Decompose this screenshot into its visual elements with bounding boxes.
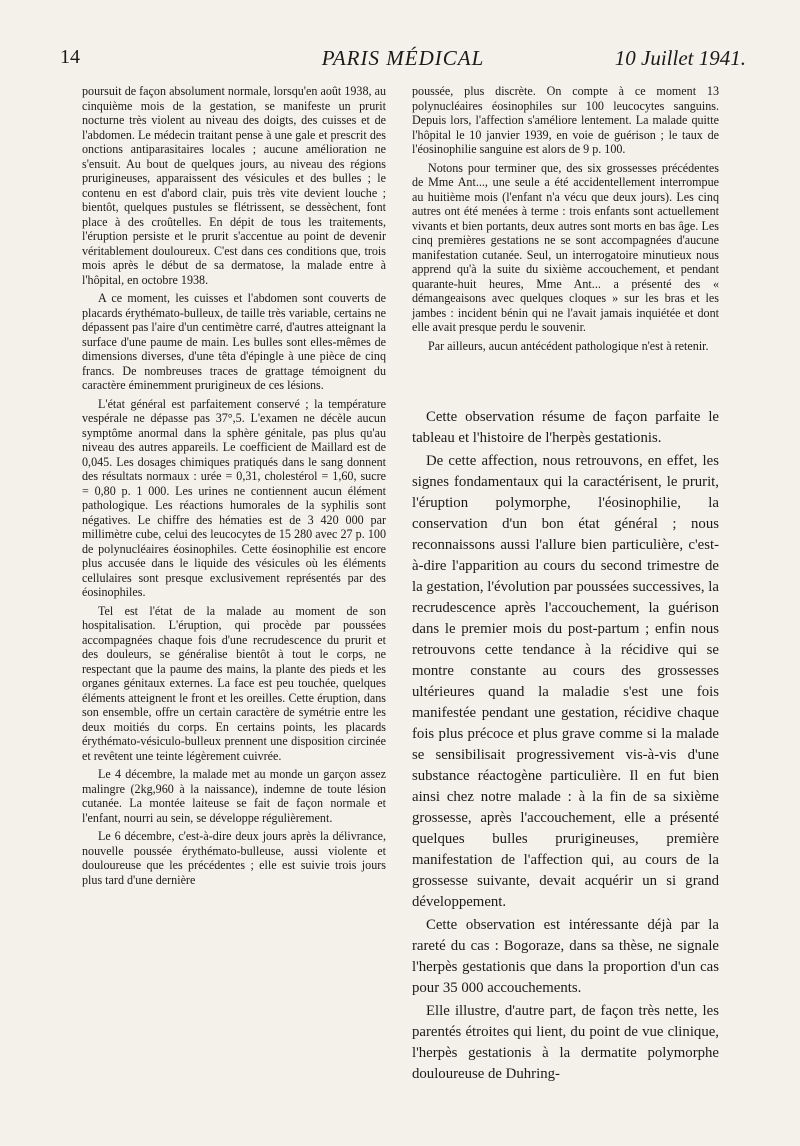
- journal-title: PARIS MÉDICAL: [321, 46, 485, 70]
- right-column-small-text: [412, 84, 719, 353]
- page-number: 14: [60, 46, 80, 68]
- paragraph: poussée, plus discrète. On compte à ce moment 13 polynucléaires éosinophiles sur 100 leucocytes sanguins. Depuis lors, l'affection s'améliore lentement. La malade quitte l'hôpital le 10 janvier 1939, en voie de guérison ; le taux de l'éosinophilie sanguine est alors de 9 p. 100.: [412, 84, 719, 156]
- paragraph: A ce moment, les cuisses et l'abdomen sont couverts de placards érythémato-bulleux, de taille très variable, certains ne dépassent pas l'aire d'un centimètre carré, d'autres atteignant la surface d'une paume de main. Les bulles sont elles-mêmes de dimensions diverses, d'une têta d'épingle à une pièce de cinq francs. De nombreuses traces de grattage témoignent du caractère éminemment prurigineux de ces lésions.: [82, 291, 386, 392]
- issue-date: 10 Juillet 1941.: [614, 46, 746, 70]
- paragraph: Cette observation résume de façon parfaite le tableau et l'histoire de l'herpès gestationis.: [412, 409, 719, 446]
- paragraph: De cette affection, nous retrouvons, en effet, les signes fondamentaux qui la caractérisent, le prurit, l'éruption polymorphe, l'éosinophilie, la conservation d'un bon état général ; nous reconnaissons aussi l'allure bien particulière, c'est-à-dire l'apparition au cours du second trimestre de la gestation, l'évolution par poussées successives, la recrudescence après l'accouchement, la guérison dans le premier mois du post-partum ; enfin nous retrouvons cette tendance à la récidive qui se montre constante au cours des grossesses ultérieures quand la maladie s'est une fois manifestée pendant une gestation, récidive chaque fois plus précoce et plus grave comme si la malade se sensibilisait progressivement vis-à-vis d'une substance réactogène particulière. Il en fut bien ainsi chez notre malade : à la fin de sa sixième grossesse, après l'accouchement, elle a présenté quelques bulles prurigineuses, première manifestation de l'affection qui, au cours de la grossesse suivante, devait acquérir un si grand développement.: [412, 453, 719, 910]
- paragraph: Elle illustre, d'autre part, de façon très nette, les parentés étroites qui lient, du point de vue clinique, l'herpès gestationis à la dermatite polymorphe douloureuse de Duhring-: [412, 1003, 719, 1082]
- paragraph: Tel est l'état de la malade au moment de son hospitalisation. L'éruption, qui procède par poussées accompagnées chaque fois d'une recrudescence du prurit et des douleurs, se généralise bientôt à tout le corps, ne respectant que la paume des mains, la plante des pieds et les organes génitaux externes. La face est peu touchée, quelques éléments atteignent le front et les oreilles. Cette éruption, dans son ensemble, offre un certain caractère de symétrie entre les deux moitiés du corps. En certains points, les placards érythémato-vésiculo-bulleux prennent une disposition circinée et revêtent une teinte légèrement cuivrée.: [82, 603, 386, 763]
- left-column: [82, 84, 386, 887]
- paragraph: L'état général est parfaitement conservé ; la température vespérale ne dépasse pas 37°,5. L'examen ne décèle aucun symptôme anormal dans la sphère génitale, pas plus qu'au niveau des autres appareils. Le coefficient de Maillard est de 0,045. Les dosages chimiques pratiqués dans le sang donnent des résultats normaux : urée = 0,31, cholestérol = 1,60, sucre = 0,80 p. 1 000. Les urines ne contiennent aucun élément pathologique. Les réactions humorales de la syphilis sont négatives. Le chiffre des hématies est de 3 420 000 par millimètre cube, celui des leucocytes de 15 280 avec 27 p. 100 de polynucléaires éosinophiles. Cette éosinophilie est encore plus accusée dans le liquide des vésicules où les éléments cellulaires sont presque exclusivement représentés par des éosinophiles.: [82, 396, 386, 599]
- paragraph: Le 4 décembre, la malade met au monde un garçon assez malingre (2kg,960 à la naissance), indemne de toute lésion cutanée. La montée laiteuse se fait de façon normale et l'enfant, nourri au sein, se développe régulièrement.: [82, 767, 386, 825]
- paragraph: Notons pour terminer que, des six grossesses précédentes de Mme Ant..., une seule a été accidentellement interrompue au huitième mois (l'enfant n'a vécu que deux jours). Les cinq autres ont été menées à terme : trois enfants sont actuellement vivants et bien portants, deux autres sont morts en bas âge. Les cinq premières gestations ne se sont accompagnées d'aucune manifestation cutanée. Seul, un interrogatoire minutieux nous apprend qu'à la suite du sixième accouchement, et pendant quarante-huit heures, Mme Ant... a présenté des « démangeaisons avec quelques cloques » sur les bras et les jambes : incident bénin qui ne l'avait jamais inquiétée et dont elle avait presque perdu le souvenir.: [412, 160, 719, 334]
- page-header: [60, 46, 746, 68]
- paragraph: Cette observation est intéressante déjà par la rareté du cas : Bogoraze, dans sa thèse, ne signale l'herpès gestationis que dans la proportion d'un cas pour 35 000 accouchements.: [412, 917, 719, 996]
- paragraph: Le 6 décembre, c'est-à-dire deux jours après la délivrance, nouvelle poussée érythémato-bulleuse, aussi violente et douloureuse que les précédentes ; elle est suivie trois jours plus tard d'une dernière: [82, 829, 386, 887]
- paragraph: Par ailleurs, aucun antécédent pathologique n'est à retenir.: [428, 338, 709, 353]
- right-column-large-text: [412, 407, 719, 1085]
- paragraph: poursuit de façon absolument normale, lorsqu'en août 1938, au cinquième mois de la gestation, se manifeste un prurit nocturne très violent au niveau des doigts, des cuisses et de l'abdomen. Le médecin traitant pense à une gale et prescrit des onctions antiparasitaires locales ; aucune amélioration ne s'ensuit. Au bout de quelques jours, au niveau des régions prurigineuses, apparaissent des vésicules et des bulles ; le contenu en est d'abord clair, puis très vite devient louche ; bientôt, quelques pustules se flétrissent, se dessèchent, font place à des croûtelles. En dépit de tous les traitements, l'éruption persiste et le prurit s'accentue au point de devenir véritablement douloureux. C'est dans ces conditions que, trois mois après le début de sa dermatose, la malade entre à l'hôpital, en octobre 1938.: [82, 84, 386, 287]
